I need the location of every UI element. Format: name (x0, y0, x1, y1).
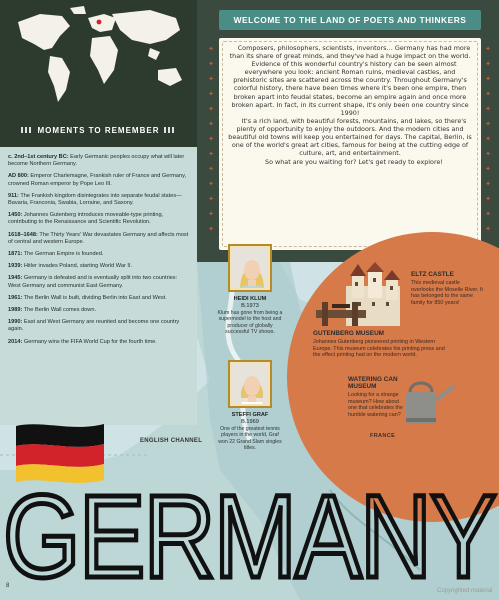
moment-text: Germany wins the FIFA World Cup for the fourth time. (22, 338, 157, 345)
moment-text: The Frankish kingdom disintegrates into separate feudal states—Bavaria, Franconia, Swabia, Lorraine, and Saxony. (8, 192, 182, 207)
moment-date: AD 800: (8, 173, 29, 180)
moment-item (8, 154, 189, 168)
star-border-left: ✦ ✦ ✦ ✦ ✦ ✦ ✦ ✦ ✦ ✦ ✦ ✦ ✦ (208, 46, 214, 233)
welcome-text-box (219, 38, 481, 250)
moment-item (8, 212, 189, 226)
welcome-paragraph: Composers, philosophers, scientists, inventors… Germany has had more than its share of great minds, and they've had a huge impact on the world. (229, 44, 471, 61)
germany-title-text: GERMANY (3, 477, 496, 587)
moment-text: Germany is defeated and is eventually split into two countries: West Germany and communist East Germany. (8, 275, 178, 289)
stripe-decoration (164, 127, 176, 133)
heidi-klum-desc: Klum has gone from being a supermodel to the host and producer of globally successful TV shows. (217, 310, 283, 335)
moment-date: 1989: (8, 307, 23, 314)
moment-date: 1939: (8, 263, 23, 270)
heidi-klum-portrait (228, 244, 272, 292)
moment-date: 1961: (8, 294, 23, 301)
moments-panel (0, 113, 197, 425)
moment-text: The Berlin Wall comes down. (22, 307, 96, 314)
world-map-panel (0, 0, 197, 113)
world-map-icon (0, 0, 197, 113)
moment-text: Early Germanic peoples occupy what will later become Northern Germany. (8, 154, 185, 168)
watering-can-museum-title: WATERING CAN MUSEUM (348, 376, 398, 390)
heidi-klum-name: HEIDI KLUM (233, 296, 267, 302)
moment-text: The Thirty Years' War devastates Germany and affects most of central and western Europe. (8, 231, 189, 245)
gutenberg-museum-desc: Johannes Gutenberg pioneered printing in Western Europe. This museum celebrates his printing press and the effect printing had on the modern world. (313, 339, 445, 359)
moment-text: Hitler invades Poland, starting World War II. (22, 263, 133, 270)
moment-date: 1990: (8, 319, 23, 326)
france-label: FRANCE (370, 433, 396, 439)
moment-text: Emperor Charlemagne, Frankish ruler of France and Germany, crowned Roman emperor by Pope Leo III. (8, 173, 187, 187)
star-border-right: ✦ ✦ ✦ ✦ ✦ ✦ ✦ ✦ ✦ ✦ ✦ ✦ ✦ (485, 46, 491, 233)
stripe-decoration (21, 127, 33, 133)
moment-item (8, 251, 189, 258)
moment-date: 911: (8, 192, 19, 199)
moment-item (8, 173, 189, 187)
moment-text: The German Empire is founded. (22, 251, 104, 258)
moment-date: 2014: (8, 338, 23, 345)
germany-title (0, 477, 499, 587)
moment-text: East and West Germany are reunited and become one country again. (8, 319, 180, 333)
eltz-castle-desc: This medieval castle overlooks the Moselle River. It has belonged to the same family for 850 years! (411, 280, 483, 306)
steffi-graf-portrait (228, 360, 272, 408)
moments-title: MOMENTS TO REMEMBER (37, 125, 160, 135)
gutenberg-museum-title: GUTENBERG MUSEUM (313, 330, 385, 337)
watering-can-museum-desc: Looking for a strange museum? How about one that celebrates the humble watering can? (348, 392, 403, 418)
eltz-castle-title: ELTZ CASTLE (411, 271, 454, 278)
moment-item (8, 263, 189, 270)
welcome-paragraph: So what are you waiting for? Let's get ready to explore! (265, 158, 443, 167)
welcome-paragraph: It's a rich land, with beautiful forests, mountains, and lakes, so there's plenty of opportunity to enjoy the outdoors. And the modern cities and beautiful old towns will keep you entertained for days. The capital, Berlin, is one of the world's great art cities, famous for being at the cutting edge of culture, art, and entertainment. (228, 116, 472, 158)
heidi-klum-avatar (232, 248, 268, 288)
welcome-panel (197, 0, 499, 262)
moments-heading (0, 113, 197, 147)
moment-item (8, 339, 189, 346)
moment-item (8, 307, 189, 314)
moment-date: 1618–1648: (8, 231, 38, 238)
heidi-klum-years: B.1973 (241, 303, 259, 309)
page-number: 8 (6, 583, 10, 589)
moment-text: Johannes Gutenberg introduces moveable-type printing, contributing to the Renaissance and Scientific Revolution. (8, 212, 164, 226)
moment-date: 1871: (8, 251, 23, 258)
moment-text: The Berlin Wall is built, dividing Berlin into East and West. (22, 294, 167, 301)
english-channel-label: ENGLISH CHANNEL (140, 438, 203, 444)
moment-item (8, 295, 189, 302)
moments-list (0, 147, 197, 346)
moment-item (8, 232, 189, 246)
steffi-graf-name: STEFFI GRAF (231, 412, 269, 418)
welcome-paragraph: Evidence of this wonderful country's history can be seen almost everywhere you look: ancient Roman ruins, medieval castles, and prehistoric sites are scattered across the country. Throughout Germany's colorful history, there have been times where it's been one empire, then broken apart into feudal states, become an empire again and once more broken apart. In fact, in its current shape, it's only been one country since 1990! (231, 60, 469, 117)
steffi-graf-avatar (232, 364, 268, 404)
moment-date: c. 2nd–1st century BC: (8, 154, 69, 160)
steffi-graf-years: B.1969 (241, 419, 259, 425)
printing-press-icon (312, 300, 370, 328)
moment-date: 1450: (8, 212, 23, 219)
moment-item (8, 319, 189, 333)
moment-item (8, 275, 189, 289)
copyright-notice: Copyrighted material (437, 588, 493, 594)
moment-item (8, 193, 189, 207)
steffi-graf-desc: One of the greatest tennis players in the world, Graf won 22 Grand Slam singles titles. (218, 426, 282, 451)
welcome-title: WELCOME TO THE LAND OF POETS AND THINKERS (219, 10, 481, 30)
moment-date: 1945: (8, 275, 23, 282)
